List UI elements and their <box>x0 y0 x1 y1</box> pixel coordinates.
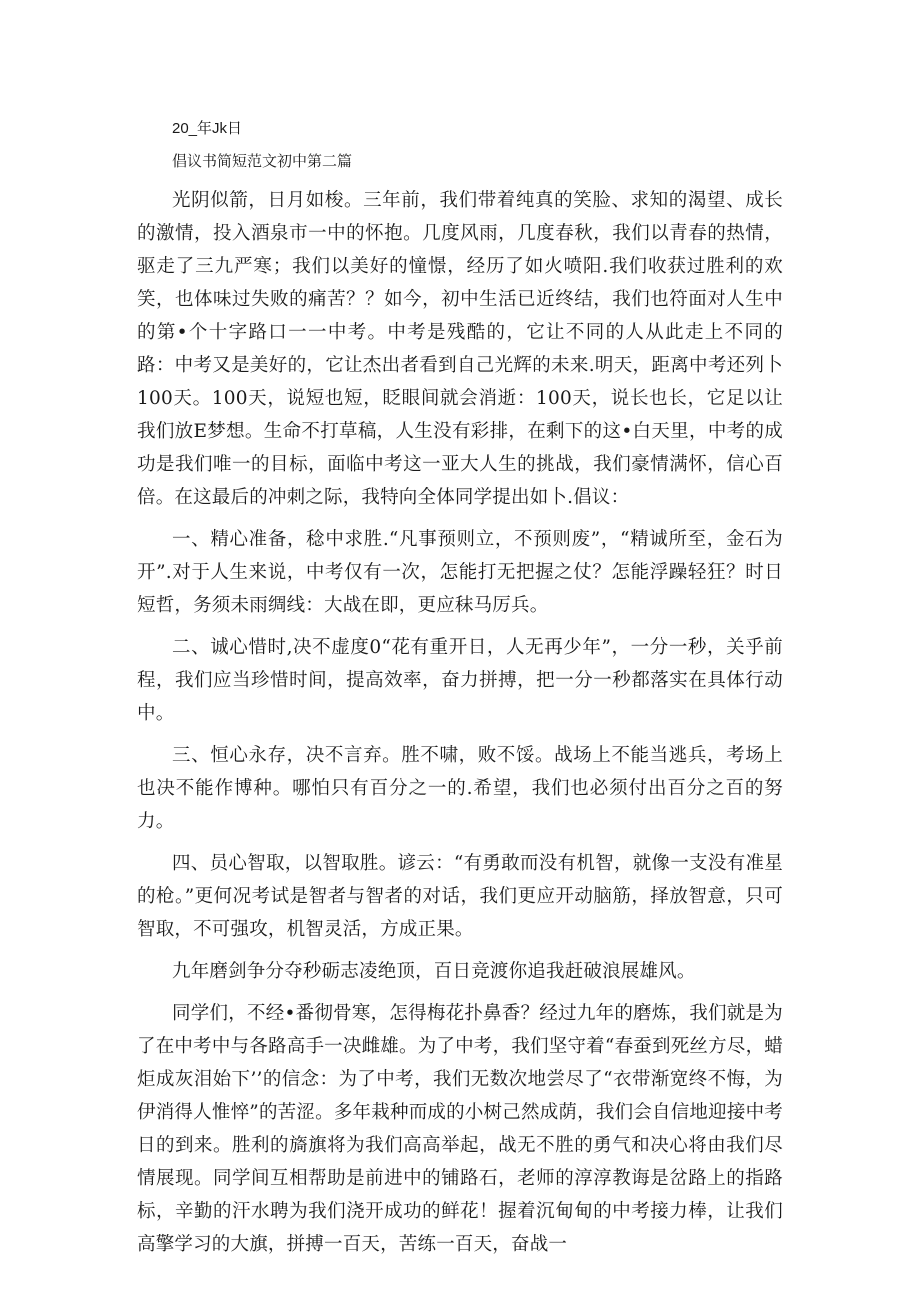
paragraph-slogan: 九年磨剑争分夺秒砺志凌绝顶，百日竞渡你追我赶破浪展雄风。 <box>172 961 696 982</box>
document-body <box>137 118 783 1270</box>
paragraph-point-3: 三、恒心永存，决不言弃。胜不啸，败不馁。战场上不能当逃兵，考场上也决不能作博种。哪怕只有百分之一的.希望，我们也必须付出百分之百的努力。 <box>137 745 783 832</box>
paragraph-closing: 同学们，不经•番彻骨寒，怎得梅花扑鼻香？经过九年的磨炼，我们就是为了在中考中与各路高手一决雌雄。为了中考，我们坚守着“春蚕到死丝方尽，蜡炬成灰泪始下’’的信念：为了中考，我们无数次地尝尽了“衣带渐宽终不悔，为伊消得人惟悴”的苦涩。多年栽种而成的小树己然成荫，我们会自信地迎接中考日的到来。胜利的旖旗将为我们高高举起，战无不胜的勇气和决心将由我们尽情展现。同学间互相帮助是前进中的铺路石，老师的淳淳教诲是岔路上的指路标，辛勤的汗水聘为我们浇开成功的鲜花！握着沉甸甸的中考接力棒，让我们高擎学习的大旗，拼搏一百天，苦练一百天，奋战一 <box>137 1003 783 1255</box>
document-title: 倡议书简短范文初中第二篇 <box>172 152 353 170</box>
paragraph-point-1: 一、精心准备，稔中求胜.“凡事预则立，不预则废”，“精诚所至，金石为开”.对于人生来说，中考仅有一次，怎能打无把握之仗？怎能浮躁轻狂？时日短哲，务须未雨绸线：大战在即，更应秣马厉兵。 <box>137 529 783 616</box>
paragraph-intro: 光阴似箭，日月如梭。三年前，我们带着纯真的笑脸、求知的渴望、成长的激情，投入酒泉市一中的怀抱。几度风雨，几度春秋，我们以青春的热情，驱走了三九严寒；我们以美好的憧憬，经历了如火喷阳.我们收获过胜利的欢笑，也体味过失败的痛苦？？如今，初中生活已近终结，我们也符面对人生中的第•个十字路口一一中考。中考是残酷的，它让不同的人从此走上不同的路：中考又是美好的，它让杰出者看到自己光辉的未来.明天，距离中考还列卜100天。100天，说短也短，眨眼间就会消逝：100天，说长也长，它足以让我们放E梦想。生命不打草稿，人生没有彩排，在剩下的这•白天里，中考的成功是我们唯一的目标，面临中考这一亚大人生的挑战，我们豪情满怀，信心百倍。在这最后的冲刺之际，我特向全体同学提出如卜.倡议： <box>137 190 783 508</box>
paragraph-point-4: 四、员心智取，以智取胜。谚云：“有勇敢而没有机智，就像一支没有准星的枪。”更何况考试是智者与智者的对话，我们更应开动脑筋，择放智意，只可智取，不可强攻，机智灵活，方成正果。 <box>137 853 783 940</box>
date-line: 20_年Jk日 <box>172 120 243 137</box>
paragraph-point-2: 二、诚心惜时,决不虚度0“花有重开日，人无再少年”，一分一秒，关乎前程，我们应当珍惜时间，提高效率，奋力拼搏，把一分一秒都落实在具体行动中。 <box>137 637 783 724</box>
